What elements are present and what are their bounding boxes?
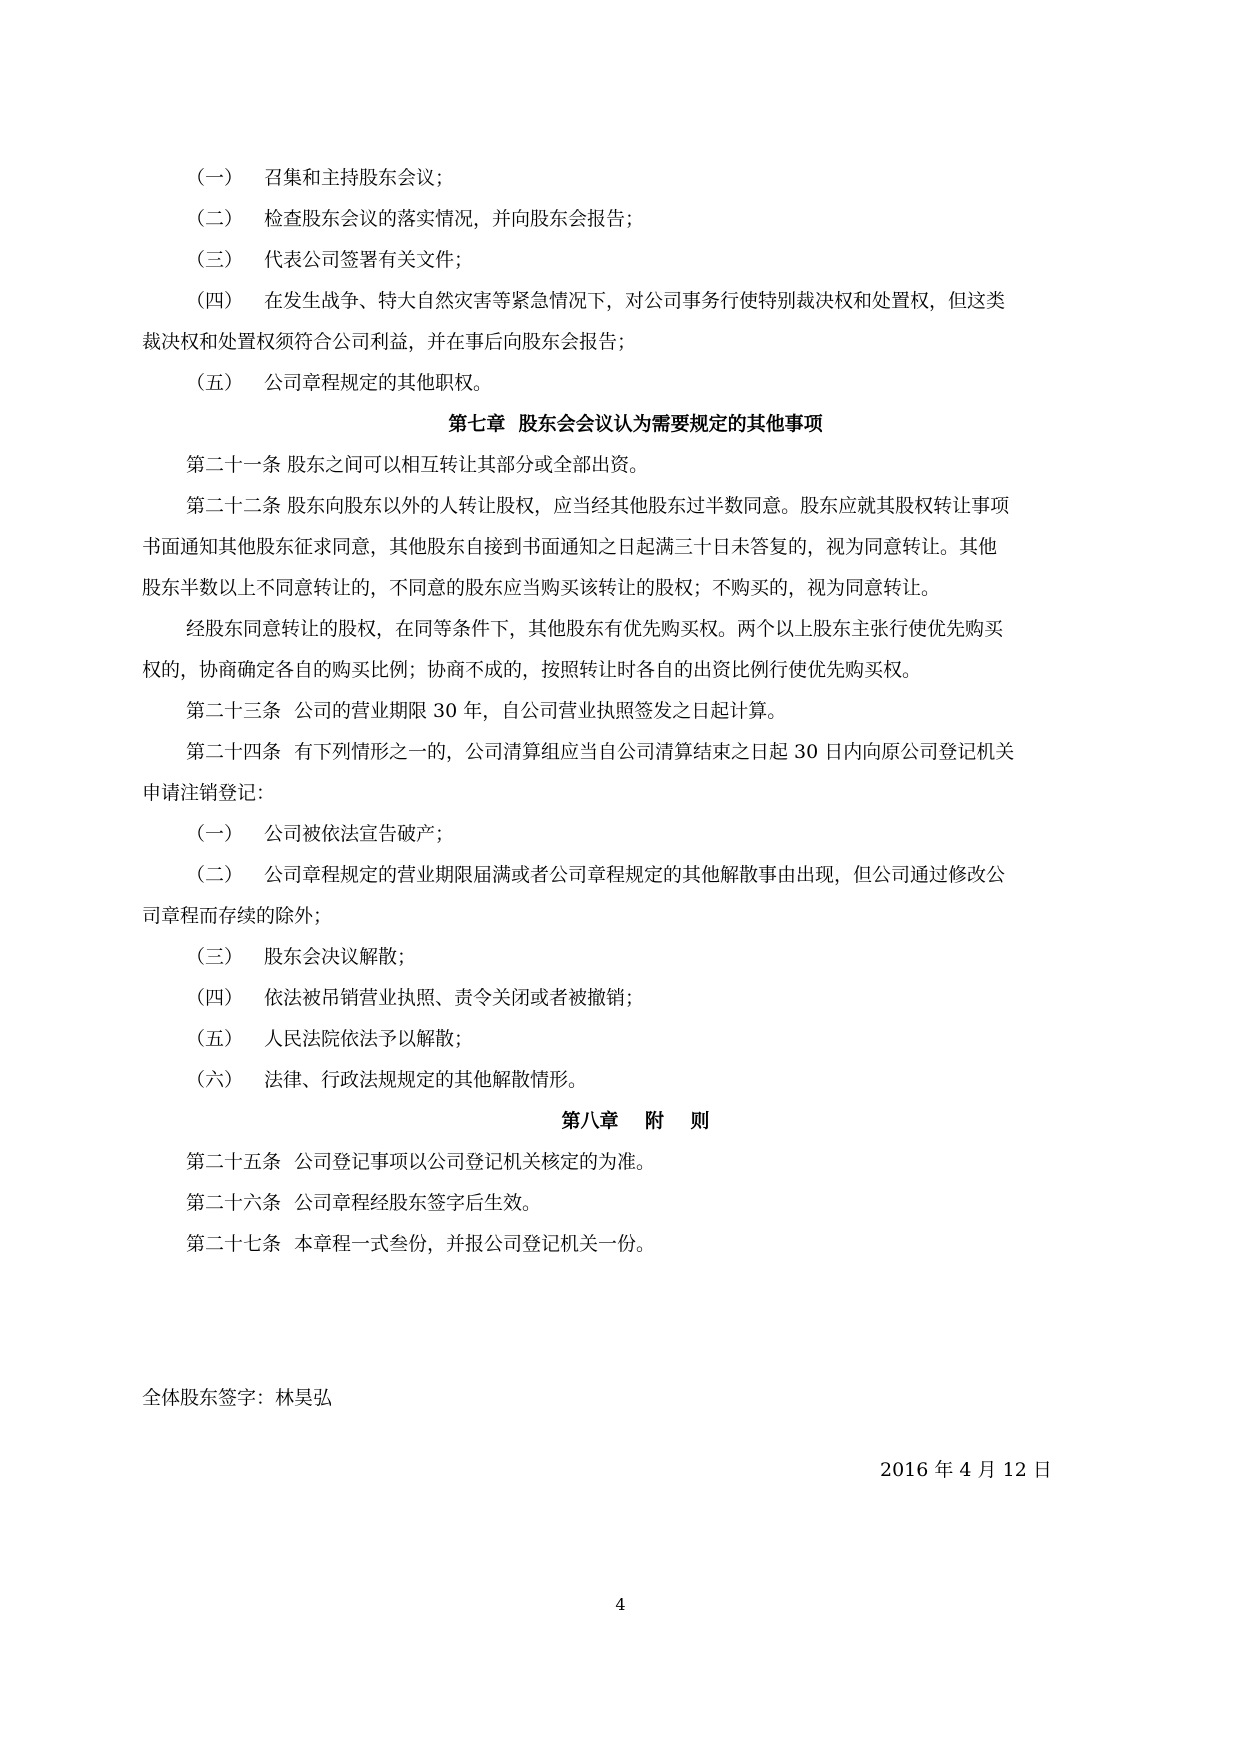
item-number: （五） bbox=[186, 372, 244, 394]
list-item bbox=[142, 978, 1129, 1019]
article-text: 公司的营业期限 30 年，自公司营业执照签发之日起计算。 bbox=[294, 700, 787, 722]
item-text: 依法被吊销营业执照、责令关闭或者被撤销； bbox=[264, 987, 645, 1009]
item-text: 公司章程规定的其他职权。 bbox=[264, 372, 493, 394]
item-text: 检查股东会议的落实情况，并向股东会报告； bbox=[264, 208, 645, 230]
list-item-continuation: 裁决权和处置权须符合公司利益，并在事后向股东会报告； bbox=[142, 331, 637, 353]
article-text: 本章程一式叁份，并报公司登记机关一份。 bbox=[294, 1233, 656, 1255]
article-number: 第二十四条 bbox=[186, 741, 282, 763]
article-number: 第二十二条 bbox=[186, 495, 282, 517]
article-text: 股东向股东以外的人转让股权，应当经其他股东过半数同意。股东应就其股权转让事项 bbox=[287, 495, 1010, 517]
list-item bbox=[142, 937, 1129, 978]
document-body bbox=[142, 158, 1129, 1265]
item-number: （二） bbox=[186, 864, 244, 886]
list-item bbox=[142, 281, 1129, 322]
article-number: 第二十六条 bbox=[186, 1192, 282, 1214]
item-number: （四） bbox=[186, 290, 244, 312]
page-number: 4 bbox=[615, 1595, 626, 1614]
item-number: （二） bbox=[186, 208, 244, 230]
article-text: 有下列情形之一的，公司清算组应当自公司清算结束之日起 30 日内向原公司登记机关 bbox=[294, 741, 1015, 763]
list-item bbox=[142, 855, 1129, 896]
list-item bbox=[142, 363, 1129, 404]
list-item-continuation: 司章程而存续的除外； bbox=[142, 905, 333, 927]
article-number: 第二十三条 bbox=[186, 700, 282, 722]
article-text: 公司登记事项以公司登记机关核定的为准。 bbox=[294, 1151, 656, 1173]
item-text: 股东会决议解散； bbox=[264, 946, 417, 968]
item-text: 公司章程规定的营业期限届满或者公司章程规定的其他解散事由出现，但公司通过修改公 bbox=[264, 864, 1006, 886]
article bbox=[142, 486, 1129, 527]
item-number: （三） bbox=[186, 946, 244, 968]
item-number: （三） bbox=[186, 249, 244, 271]
item-text: 人民法院依法予以解散； bbox=[264, 1028, 474, 1050]
article bbox=[142, 732, 1129, 773]
article-text: 股东之间可以相互转让其部分或全部出资。 bbox=[287, 454, 649, 476]
item-number: （五） bbox=[186, 1028, 244, 1050]
article-number: 第二十七条 bbox=[186, 1233, 282, 1255]
item-text: 法律、行政法规规定的其他解散情形。 bbox=[264, 1069, 588, 1091]
date-line: 2016 年 4 月 12 日 bbox=[880, 1459, 1052, 1481]
item-number: （一） bbox=[186, 823, 244, 845]
item-text: 召集和主持股东会议； bbox=[264, 167, 455, 189]
chapter-heading: 第八章 附 则 bbox=[561, 1110, 710, 1132]
article bbox=[142, 1224, 1129, 1265]
item-number: （六） bbox=[186, 1069, 244, 1091]
list-item bbox=[142, 1019, 1129, 1060]
article-text: 公司章程经股东签字后生效。 bbox=[294, 1192, 542, 1214]
article-continuation: 申请注销登记： bbox=[142, 782, 276, 804]
list-item bbox=[142, 199, 1129, 240]
paragraph: 经股东同意转让的股权，在同等条件下，其他股东有优先购买权。两个以上股东主张行使优先购买 bbox=[186, 618, 1004, 640]
list-item bbox=[142, 158, 1129, 199]
article bbox=[142, 1183, 1129, 1224]
article-continuation: 股东半数以上不同意转让的，不同意的股东应当购买该转让的股权；不购买的，视为同意转让。 bbox=[142, 577, 941, 599]
chapter-heading: 第七章 股东会会议认为需要规定的其他事项 bbox=[448, 413, 823, 435]
item-number: （一） bbox=[186, 167, 244, 189]
article bbox=[142, 1142, 1129, 1183]
article-number: 第二十一条 bbox=[186, 454, 282, 476]
list-item bbox=[142, 1060, 1129, 1101]
item-text: 代表公司签署有关文件； bbox=[264, 249, 474, 271]
list-item bbox=[142, 814, 1129, 855]
item-text: 在发生战争、特大自然灾害等紧急情况下，对公司事务行使特别裁决权和处置权，但这类 bbox=[264, 290, 1006, 312]
list-item bbox=[142, 240, 1129, 281]
paragraph-continuation: 权的，协商确定各自的购买比例；协商不成的，按照转让时各自的出资比例行使优先购买权。 bbox=[142, 659, 922, 681]
article bbox=[142, 691, 1129, 732]
article bbox=[142, 445, 1129, 486]
article-number: 第二十五条 bbox=[186, 1151, 282, 1173]
article-continuation: 书面通知其他股东征求同意，其他股东自接到书面通知之日起满三十日未答复的，视为同意转让。其他 bbox=[142, 536, 998, 558]
item-number: （四） bbox=[186, 987, 244, 1009]
item-text: 公司被依法宣告破产； bbox=[264, 823, 455, 845]
signature-line: 全体股东签字：林昊弘 bbox=[142, 1387, 333, 1409]
